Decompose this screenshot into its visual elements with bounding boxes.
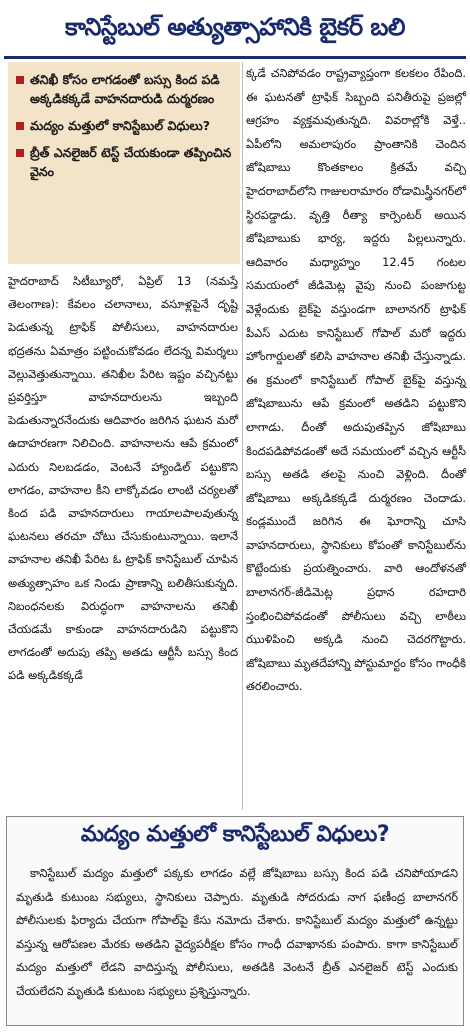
bullet-icon [16, 149, 24, 157]
sidebar-title: మద్యం మత్తులో కానిస్టేబుల్ విధులు? [80, 822, 390, 847]
headline-bar [4, 4, 466, 59]
article-column-right [246, 62, 466, 699]
headline: కానిస్టేబుల్ అత్యుత్సాహానికి బైకర్ బలి [64, 13, 406, 41]
highlight-text: తనిఖీ కోసం లాగడంతో బస్సు కింద పడి అక్కడికక్కడే వాహనదారుడి దుర్మరణం [30, 72, 220, 106]
column-divider [242, 62, 243, 810]
sidebar-text: కానిస్టేబుల్ మద్యం మత్తులో పక్కకు లాగడం వల్లే జోషిబాబు బస్సు కింద పడి చనిపోయాడని మృతుడి కుటుంబ సభ్యులు, స్థానికులు చెప్పారు. మృతుడి సోదరుడు నాగ ఫణీంద్ర బాలానగర్ పోలీసులకు ఫిర్యాదు చేయగా గోపాల్‌పై కేసు నమోదు చేశారు. కానిస్టేబుల్ మద్యం మత్తులో ఉన్నట్టు వస్తున్న ఆరోపణల మేరకు అతడిని వైద్యపరీక్షల కోసం గాంధీ దవాఖానకు పంపారు. కాగా కానిస్టేబుల్ మద్యం మత్తులో లేడని వాదిస్తున్న పోలీసులు, అతడికి వెంటనే బ్రీత్ ఎనలైజర్ టెస్ట్ ఎందుకు చేయలేదని మృతుడి కుటుంబ సభ్యులు ప్రశ్నిస్తున్నారు. [16, 866, 458, 998]
highlight-text: బ్రీత్ ఎనలైజర్ టెస్ట్ చేయకుండా తప్పించిన వైనం [30, 145, 232, 179]
highlight-text: మద్యం మత్తులో కానిస్టేబుల్ విధులు? [30, 118, 210, 133]
article-text: క్కడే చనిపోవడం రాష్ట్రవ్యాప్తంగా కలకలం రేపింది. ఈ ఘటనతో ట్రాఫిక్ సిబ్బంది పనితీరుపై ప్రజల్లో ఆగ్రహం వ్యక్తమవుతున్నది. వివరాల్లోకి వెళ్తే.. ఏపీలోని అమలాపురం ప్రాంతానికి చెందిన జోషిబాబు కొంతకాలం క్రితమే వచ్చి హైదరాబాద్‌లోని గాజులరామారం రోడామిస్త్రీనగర్‌లో స్థిరపడ్డాడు. వృత్తి రీత్యా కార్పెంటర్ అయిన జోషిబాబుకు భార్య, ఇద్దరు పిల్లలున్నారు. ఆదివారం మధ్యాహ్నం 12.45 గంటల సమయంలో జీడిమెట్ల వైపు నుంచి పంజాగుట్ట వెళ్లేందుకు బైక్‌పై వస్తుండగా బాలానగర్ ట్రాఫిక్ పీఎస్ ఎదుట కానిస్టేబుల్ గోపాల్ మరో ఇద్దరు హోంగార్డులతో కలిసి వాహనాల తనిఖీ చేస్తున్నాడు. ఈ క్రమంలో కానిస్టేబుల్ గోపాల్ బైక్‌పై వస్తున్న జోషిబాబును ఆపే క్రమంలో అతడిని పట్టుకొని లాగాడు. దీంతో అదుపుతప్పిన జోషిబాబు కిందపడిపోవడంతో అదే సమయంలో వచ్చిన ఆర్టీసీ బస్సు అతడి తలపై నుంచి వెళ్లింది. దీంతో జోషిబాబు అక్కడికక్కడే దుర్మరణం చెందాడు. కండ్లముందే జరిగిన ఈ ఘోరాన్ని చూసి వాహనదారులు, స్థానికులు కోపంతో కానిస్టేబుల్‌ను కొట్టేందుకు ప్రయత్నించారు. వారి ఆందోళనతో బాలానగర్-జీడిమెట్ల ప్రధాన రహదారి స్తంభించిపోవడంతో పోలీసులు వచ్చి లాఠీలు ఝుళిపించి అక్కడి నుంచి చెదరగొట్టారు. జోషిబాబు మృతదేహాన్ని పోస్టుమార్టం కోసం గాంధీకి తరలించారు. [246, 66, 466, 694]
article-text: హైదరాబాద్ సిటీబ్యూరో, ఏప్రిల్ 13 (నమస్తే తెలంగాణ): కేవలం చలానాలు, వసూళ్లపైనే దృష్టి పెడుతున్న ట్రాఫిక్ పోలీసులు, వాహనదారుల భద్రతను ఏమాత్రం పట్టించుకోవడం లేదన్న విమర్శలు వెల్లువెత్తుతున్నాయి. తనిఖీల పేరిట ఇష్టం వచ్చినట్టు ప్రవర్తిస్తూ వాహనదారులను ఇబ్బంది పెడుతున్నారనేందుకు ఆదివారం జరిగిన ఘటన మరో ఉదాహరణగా నిలిచింది. వాహనాలను ఆపే క్రమంలో ఎదురు నిలబడడం, వెంటనే హ్యాండిల్ పట్టుకొని లాగడం, వాహనాల కీని లాక్కోవడం లాంటి చర్యలతో కింద పడి వాహనదారులు గాయాలపాలవుతున్న ఘటనలు తరచూ చోటు చేసుకుంటున్నాయి. ఇలానే వాహనాల తనిఖీ పేరిట ఓ ట్రాఫిక్ కానిస్టేబుల్ చూపిన అత్యుత్సాహం ఒక నిండు ప్రాణాన్ని బలితీసుకున్నది. నిబంధనలకు విరుద్ధంగా వాహనాలను తనిఖీ చేయడమే కాకుండా వాహనదారుడిని పట్టుకొని లాగడంతో అదుపు తప్పి అతడు ఆర్టీసీ బస్సు కింద పడి అక్కడికక్కడే [8, 274, 238, 683]
highlight-item [14, 70, 234, 108]
highlight-item [14, 116, 234, 135]
bullet-icon [16, 122, 24, 130]
sidebar-body [16, 862, 458, 1003]
bullet-icon [16, 76, 24, 84]
article-column-left [8, 270, 238, 688]
highlight-item [14, 143, 234, 181]
highlights-box [8, 62, 240, 264]
